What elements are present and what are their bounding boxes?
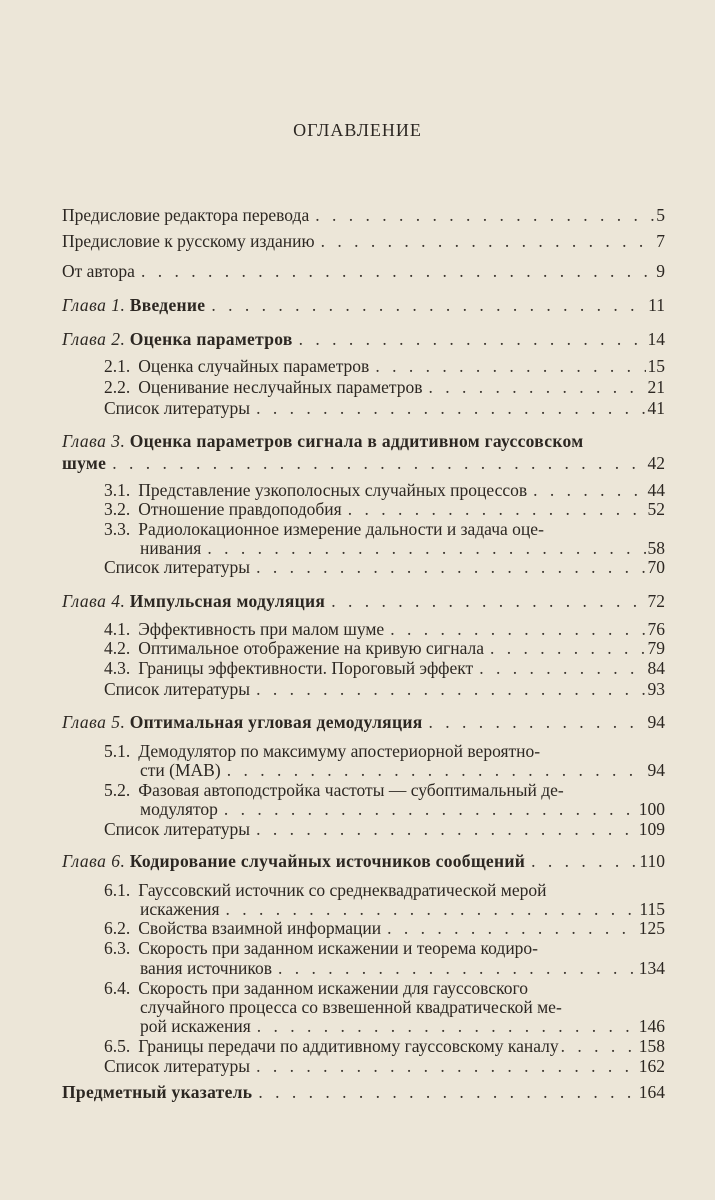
toc-entry[interactable]: Предисловие редактора перевода . . . 5 — [62, 204, 665, 226]
section-entry[interactable]: 4.1. Эффективность при малом шуме . . . 76 — [104, 618, 665, 640]
section-entry-continuation[interactable]: случайного процесса со взвешенной квадратической ме- — [140, 997, 562, 1017]
references-entry[interactable]: Список литературы . . . 109 — [104, 818, 665, 840]
section-entry[interactable]: 5.2. Фазовая автоподстройка частоты — субоптимальный де- — [104, 780, 564, 800]
chapter-entry[interactable]: Глава 4. Импульсная модуляция . . . 72 — [62, 590, 665, 612]
section-entry-continuation[interactable]: сти (МАВ) . . . 94 — [140, 759, 665, 781]
section-entry[interactable]: 3.3. Радиолокационное измерение дальности и задача оце- — [104, 519, 544, 539]
section-entry-continuation[interactable]: вания источников . . . 134 — [140, 957, 665, 979]
section-entry-continuation[interactable]: модулятор . . . 100 — [140, 798, 665, 820]
references-entry[interactable]: Список литературы . . . 70 — [104, 556, 665, 578]
chapter-entry-continuation[interactable]: шуме . . . 42 — [62, 452, 665, 474]
page-title: ОГЛАВЛЕНИЕ — [293, 120, 422, 140]
references-entry[interactable]: Список литературы . . . 41 — [104, 397, 665, 419]
chapter-entry[interactable]: Глава 6. Кодирование случайных источников сообщений . . . 110 — [62, 850, 665, 872]
section-entry[interactable]: 5.1. Демодулятор по максимуму апостериорной вероятно- — [104, 741, 541, 761]
section-entry[interactable]: 6.5. Границы передачи по аддитивному гауссовскому каналу . . . 158 — [104, 1035, 665, 1057]
section-entry[interactable]: 2.1. Оценка случайных параметров . . . 15 — [104, 355, 665, 377]
section-entry-continuation[interactable]: рой искажения . . . 146 — [140, 1015, 665, 1037]
section-entry[interactable]: 4.2. Оптимальное отображение на кривую сигнала . . . 79 — [104, 637, 665, 659]
index-entry[interactable]: Предметный указатель . . . 164 — [62, 1081, 665, 1103]
section-entry[interactable]: 3.2. Отношение правдоподобия . . . 52 — [104, 498, 665, 520]
section-entry[interactable]: 6.3. Скорость при заданном искажении и теорема кодиро- — [104, 938, 539, 958]
chapter-entry[interactable]: Глава 2. Оценка параметров . . . 14 — [62, 328, 665, 350]
references-entry[interactable]: Список литературы . . . 162 — [104, 1055, 665, 1077]
section-entry[interactable]: 3.1. Представление узкополосных случайных процессов . . . 44 — [104, 479, 665, 501]
section-entry[interactable]: 2.2. Оценивание неслучайных параметров . . . 21 — [104, 376, 665, 398]
chapter-entry[interactable]: Глава 1. Введение . . . 11 — [62, 294, 665, 316]
section-entry[interactable]: 4.3. Границы эффективности. Пороговый эффект . . . 84 — [104, 657, 665, 679]
chapter-entry[interactable]: Глава 5. Оптимальная угловая демодуляция . . . 94 — [62, 711, 665, 733]
chapter-entry[interactable]: Глава 3. Оценка параметров сигнала в аддитивном гауссовском — [62, 431, 584, 451]
section-entry[interactable]: 6.1. Гауссовский источник со среднеквадратической мерой — [104, 880, 547, 900]
toc-entry[interactable]: От автора . . . 9 — [62, 260, 665, 282]
section-entry[interactable]: 6.4. Скорость при заданном искажении для гауссовского — [104, 978, 528, 998]
toc-entry[interactable]: Предисловие к русскому изданию . . . 7 — [62, 230, 665, 252]
section-entry[interactable]: 6.2. Свойства взаимной информации . . . 125 — [104, 917, 665, 939]
section-entry-continuation[interactable]: нивания . . . 58 — [140, 537, 665, 559]
section-entry-continuation[interactable]: искажения . . . 115 — [140, 898, 665, 920]
references-entry[interactable]: Список литературы . . . 93 — [104, 678, 665, 700]
